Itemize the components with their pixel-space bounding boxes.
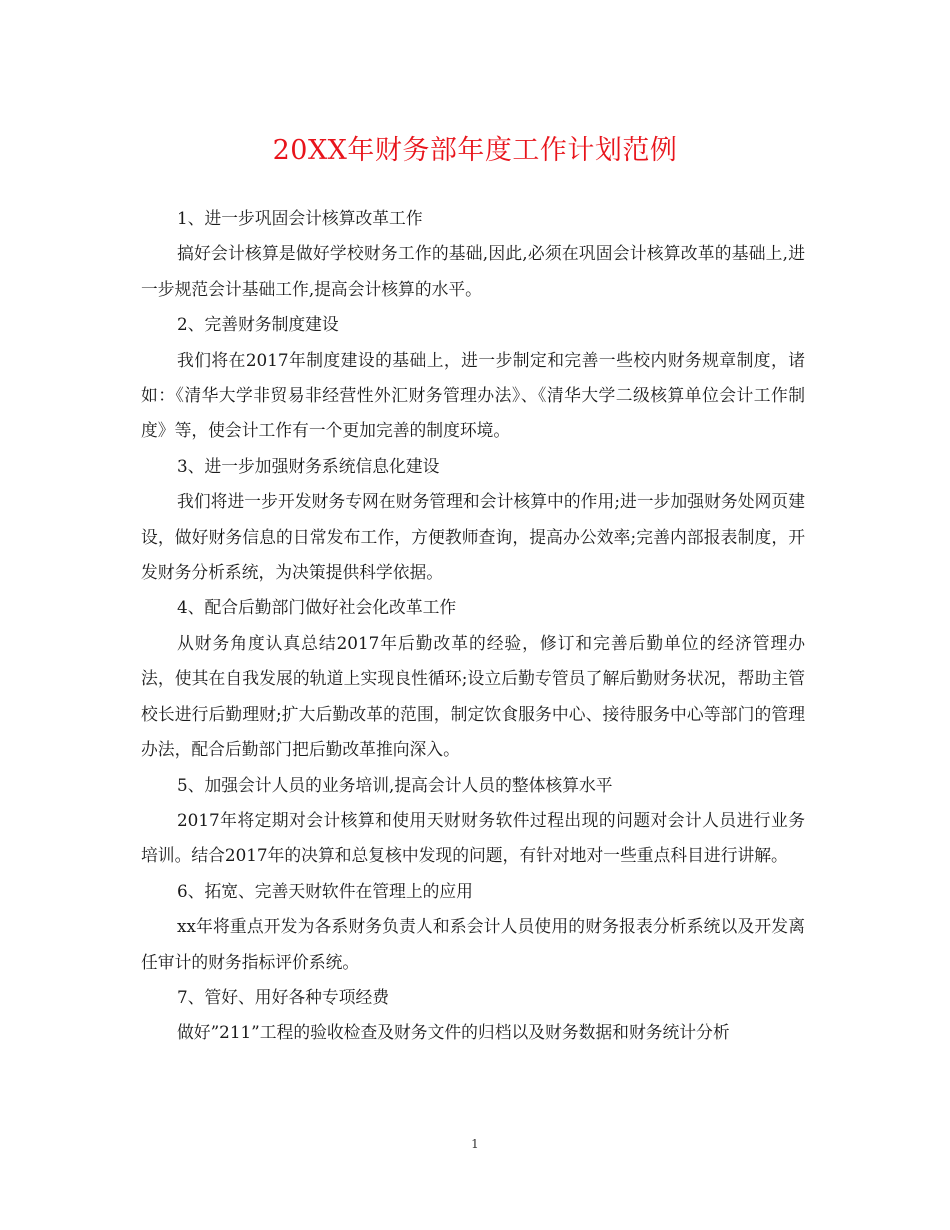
section-heading-3: 3、进一步加强财务系统信息化建设 — [177, 455, 440, 476]
page-number: 1 — [471, 1137, 479, 1151]
section-heading-1: 1、进一步巩固会计核算改革工作 — [177, 208, 423, 228]
paragraph-4: 从财务角度认真总结2017年后勤改革的经验，修订和完善后勤单位的经济管理办法，使其在自我发展的轨道上实现良性循环;设立后勤专管员了解后勤财务状况，帮助主管校长进行后勤理财;扩大后勤改革的范围，制定饮食服务中心、接待服务中心等部门的管理办法，配合后勤部门把后勤改革推向深入。 — [141, 632, 805, 760]
paragraph-1: 搞好会计核算是做好学校财务工作的基础,因此,必须在巩固会计核算改革的基础上,进一步规范会计基础工作,提高会计核算的水平。 — [141, 243, 805, 299]
section-heading-4: 4、配合后勤部门做好社会化改革工作 — [177, 597, 457, 618]
document-body — [141, 201, 805, 1051]
section-heading-2: 2、完善财务制度建设 — [177, 314, 339, 335]
paragraph-3: 我们将进一步开发财务专网在财务管理和会计核算中的作用;进一步加强财务处网页建设，做好财务信息的日常发布工作，方便教师查询，提高办公效率;完善内部报表制度，开发财务分析系统，为决策提供科学依据。 — [141, 491, 805, 583]
paragraph-7: 做好”211”工程的验收检查及财务文件的归档以及财务数据和财务统计分析 — [177, 1022, 730, 1043]
section-heading-7: 7、管好、用好各种专项经费 — [177, 986, 390, 1007]
paragraph-6: xx年将重点开发为各系财务负责人和系会计人员使用的财务报表分析系统以及开发离任审计的财务指标评价系统。 — [141, 916, 805, 972]
document-title: 20XX年财务部年度工作计划范例 — [272, 135, 678, 166]
section-heading-5: 5、加强会计人员的业务培训,提高会计人员的整体核算水平 — [177, 774, 613, 795]
paragraph-2: 我们将在2017年制度建设的基础上，进一步制定和完善一些校内财务规章制度，诸如：《清华大学非贸易非经营性外汇财务管理办法》、《清华大学二级核算单位会计工作制度》等，使会计工作有一个更加完善的制度环境。 — [141, 349, 805, 441]
paragraph-5: 2017年将定期对会计核算和使用天财财务软件过程出现的问题对会计人员进行业务培训。结合2017年的决算和总复核中发现的问题，有针对地对一些重点科目进行讲解。 — [141, 809, 805, 866]
section-heading-6: 6、拓宽、完善天财软件在管理上的应用 — [177, 880, 473, 901]
